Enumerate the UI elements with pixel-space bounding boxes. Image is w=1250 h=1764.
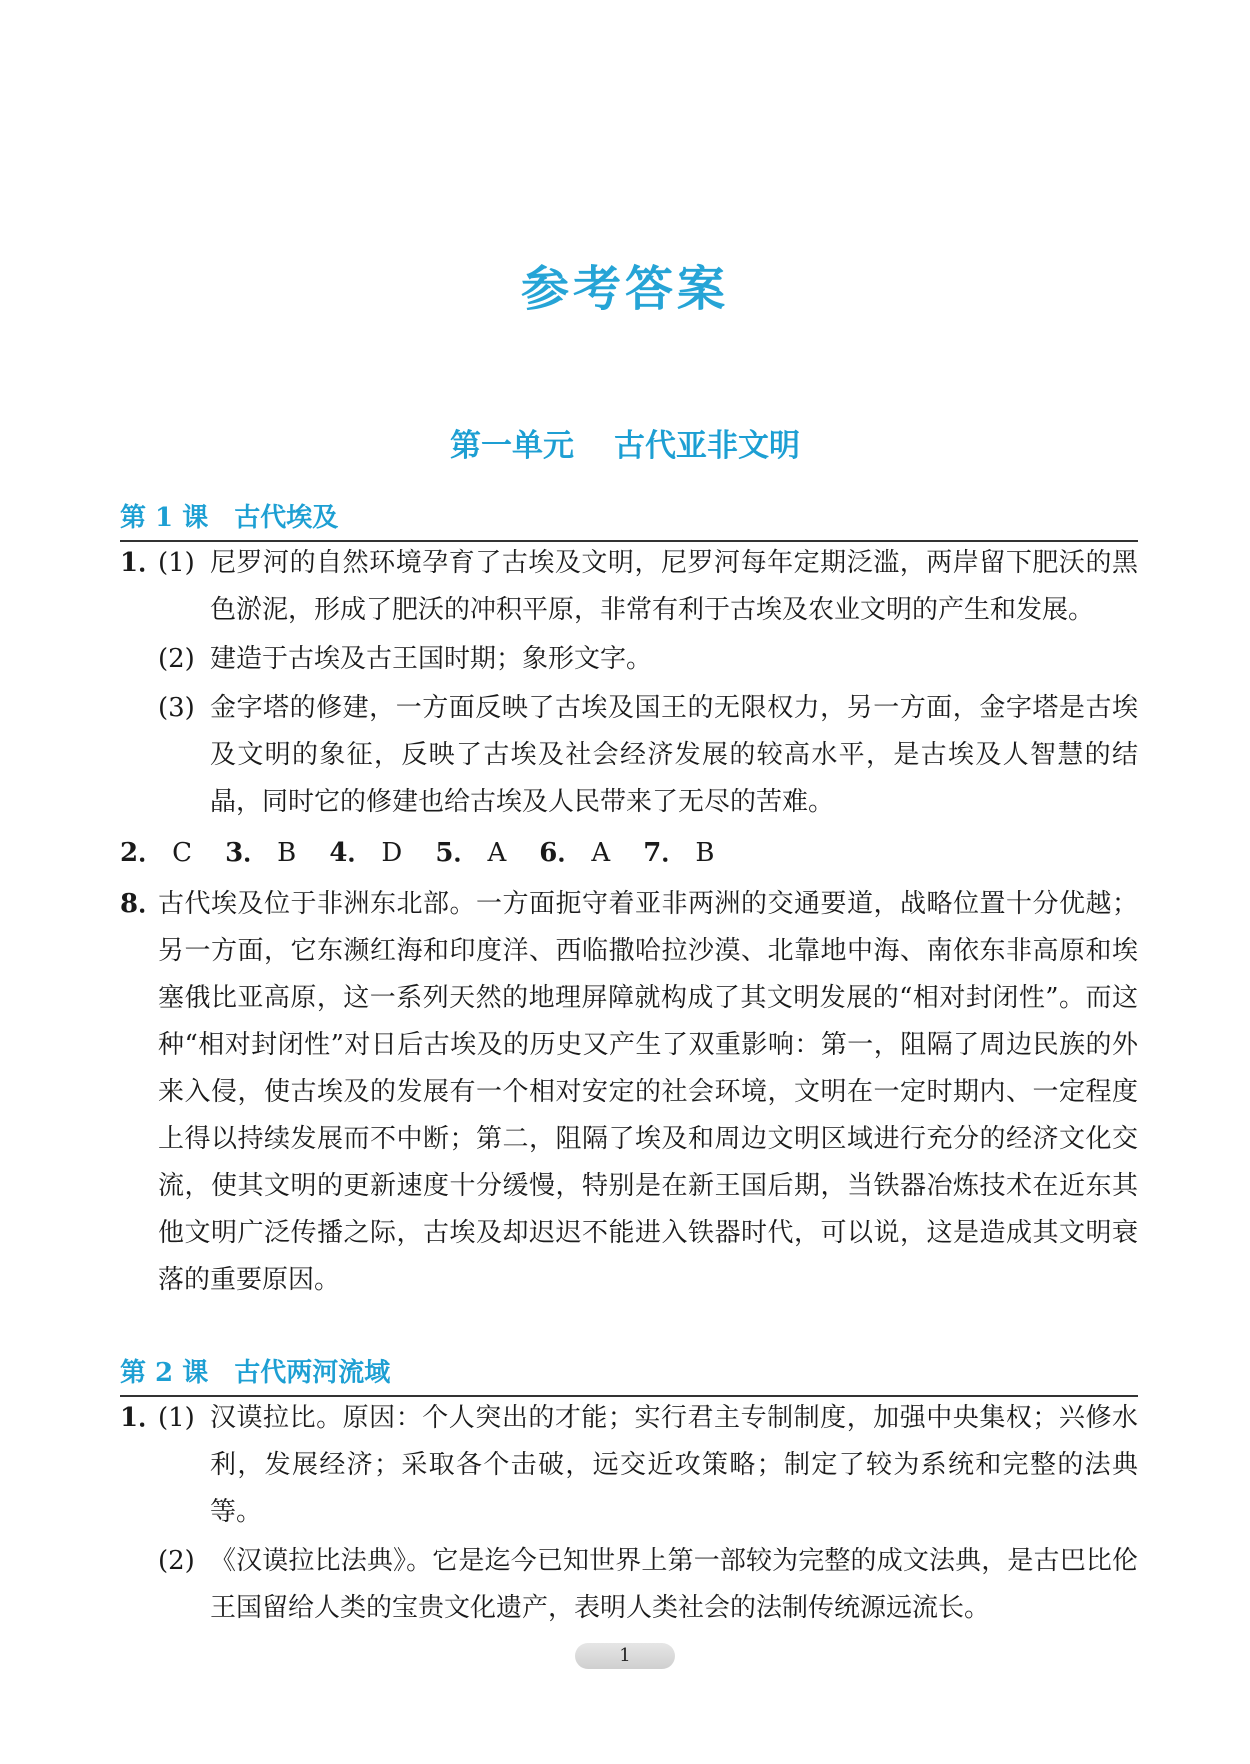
page-title: 参考答案 — [520, 261, 729, 317]
choice-2: 2． C — [120, 838, 192, 868]
lesson-1-answers — [120, 540, 1138, 1304]
choice-6: 6． A — [539, 838, 611, 868]
sub-answer-1 — [158, 1395, 1138, 1536]
question-1 — [120, 540, 1138, 634]
choice-answers — [120, 830, 1138, 877]
sub-number: (1) — [158, 1403, 195, 1433]
lesson-2-heading — [120, 1352, 1138, 1397]
sub-answer-text: 尼罗河的自然环境孕育了古埃及文明，尼罗河每年定期泛滥，两岸留下肥沃的黑色淤泥，形成了肥沃的冲积平原，非常有利于古埃及农业文明的产生和发展。 — [210, 548, 1138, 625]
unit-heading — [0, 420, 1250, 465]
unit-name: 古代亚非文明 — [614, 428, 800, 464]
answer-text: 古代埃及位于非洲东北部。一方面扼守着亚非两洲的交通要道，战略位置十分优越；另一方面，它东濒红海和印度洋、西临撒哈拉沙漠、北靠地中海、南依东非高原和埃塞俄比亚高原，这一系列天然的地理屏障就构成了其文明发展的“相对封闭性”。而这种“相对封闭性”对日后古埃及的历史又产生了双重影响：第一，阻隔了周边民族的外来入侵，使古埃及的发展有一个相对安定的社会环境，文明在一定时期内、一定程度上得以持续发展而不中断；第二，阻隔了埃及和周边文明区域进行充分的经济文化交流，使其文明的更新速度十分缓慢，特别是在新王国后期，当铁器冶炼技术在近东其他文明广泛传播之际，古埃及却迟迟不能进入铁器时代，可以说，这是造成其文明衰落的重要原因。 — [158, 889, 1138, 1295]
sub-number: (3) — [158, 693, 195, 723]
question-number: 1． — [120, 548, 165, 578]
lesson-2-answers — [120, 1395, 1138, 1632]
lesson-1-heading — [120, 497, 1138, 542]
lesson-1-label: 第 1 课 — [120, 503, 209, 533]
choice-4: 4． D — [329, 838, 403, 868]
lesson-1-name: 古代埃及 — [234, 503, 339, 533]
question-1 — [120, 1395, 1138, 1536]
sub-answer-2 — [158, 636, 1138, 683]
question-number: 1． — [120, 1403, 165, 1433]
sub-number: (2) — [158, 1546, 195, 1576]
sub-answer-2 — [158, 1538, 1138, 1632]
choice-5: 5． A — [435, 838, 507, 868]
sub-number: (1) — [158, 548, 195, 578]
sub-answer-1 — [158, 540, 1138, 634]
sub-number: (2) — [158, 644, 195, 674]
sub-answer-text: 建造于古埃及古王国时期；象形文字。 — [210, 644, 653, 674]
lesson-2-name: 古代两河流域 — [234, 1358, 391, 1388]
question-number: 8． — [120, 889, 165, 919]
choice-7: 7． B — [643, 838, 715, 868]
sub-answer-text: 《汉谟拉比法典》。它是迄今已知世界上第一部较为完整的成文法典，是古巴比伦王国留给人类的宝贵文化遗产，表明人类社会的法制传统源远流长。 — [210, 1546, 1138, 1623]
page-number: 1 — [575, 1643, 675, 1669]
lesson-2-label: 第 2 课 — [120, 1358, 209, 1388]
question-8 — [120, 881, 1138, 1304]
sub-answer-text: 金字塔的修建，一方面反映了古埃及国王的无限权力，另一方面，金字塔是古埃及文明的象征，反映了古埃及社会经济发展的较高水平，是古埃及人智慧的结晶，同时它的修建也给古埃及人民带来了无尽的苦难。 — [210, 693, 1138, 817]
choice-3: 3． B — [225, 838, 297, 868]
sub-answer-3 — [158, 685, 1138, 826]
sub-answer-text: 汉谟拉比。原因：个人突出的才能；实行君主专制制度，加强中央集权；兴修水利，发展经济；采取各个击破，远交近攻策略；制定了较为系统和完整的法典等。 — [210, 1403, 1138, 1527]
unit-label: 第一单元 — [450, 428, 574, 464]
